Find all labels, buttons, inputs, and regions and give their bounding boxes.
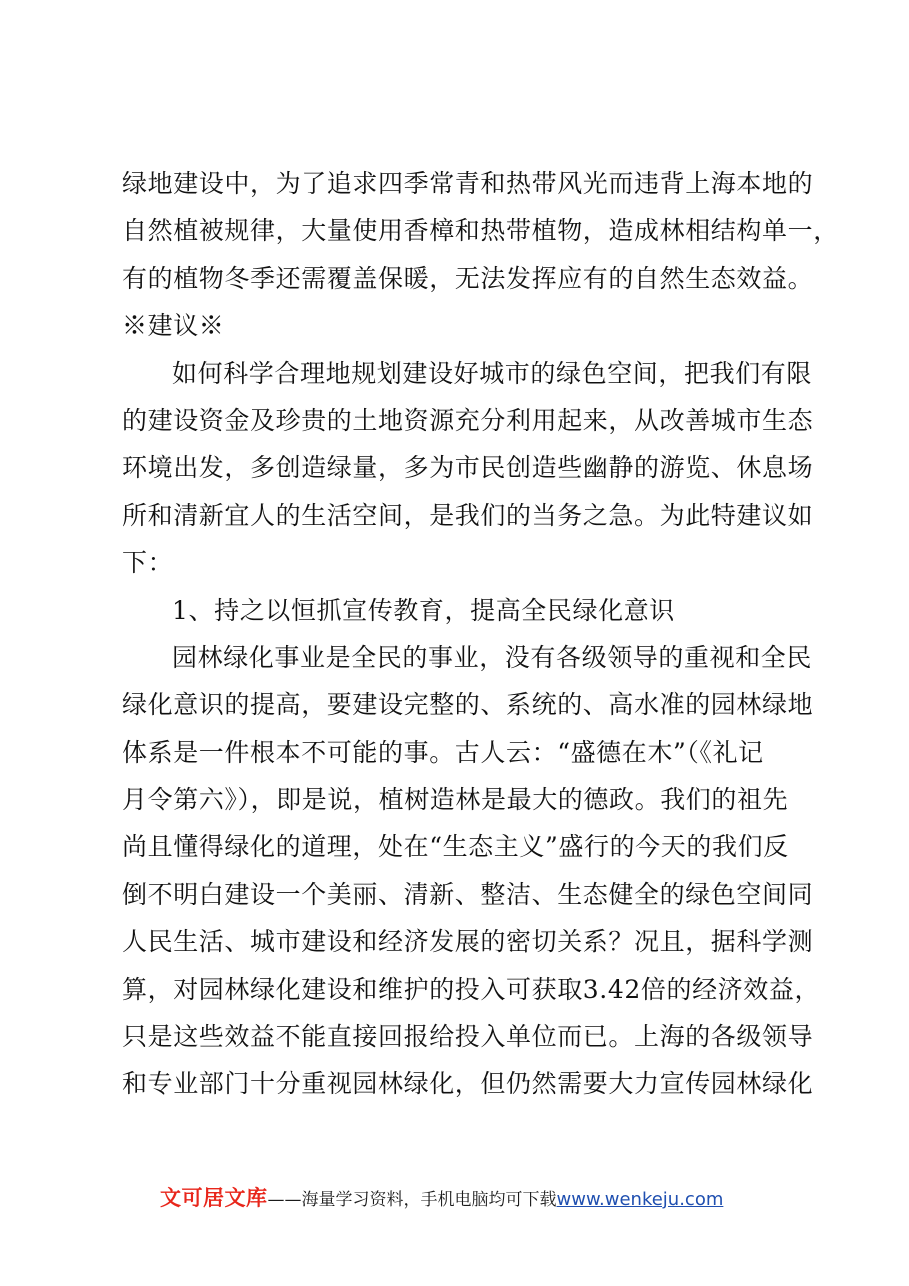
text-line: 园林绿化事业是全民的事业，没有各级领导的重视和全民 xyxy=(172,642,813,672)
section-heading: ※建议※ xyxy=(122,311,225,341)
footer-brand: 文可居文库 xyxy=(160,1186,268,1210)
text-line: 只是这些效益不能直接回报给投入单位而已。上海的各级领导 xyxy=(122,1022,814,1052)
text-line: 月令第六》），即是说，植树造林是最大的德政。我们的祖先 xyxy=(122,785,789,815)
text-line: 和专业部门十分重视园林绿化，但仍然需要大力宣传园林绿化 xyxy=(122,1069,814,1099)
text-line: 体系是一件根本不可能的事。古人云：“盛德在木”（《礼记 xyxy=(122,737,764,767)
text-line: 绿化意识的提高，要建设完整的、系统的、高水准的园林绿地 xyxy=(122,690,814,720)
text-line: 有的植物冬季还需覆盖保暖，无法发挥应有的自然生态效益。 xyxy=(122,263,814,293)
text-line: 尚且懂得绿化的道理，处在“生态主义”盛行的今天的我们反 xyxy=(122,832,789,862)
footer-banner xyxy=(160,1180,723,1216)
text-line: 倒不明白建设一个美丽、清新、整洁、生态健全的绿色空间同 xyxy=(122,879,814,909)
document-body xyxy=(122,160,839,1108)
text-line: 的建设资金及珍贵的土地资源充分利用起来，从改善城市生态 xyxy=(122,405,814,435)
text-line: 下： xyxy=(122,548,174,578)
text-line: 环境出发，多创造绿量，多为市民创造些幽静的游览、休息场 xyxy=(122,453,814,483)
text-line: 算，对园林绿化建设和维护的投入可获取3.42倍的经济效益， xyxy=(122,974,821,1004)
text-line: 自然植被规律，大量使用香樟和热带植物，造成林相结构单一， xyxy=(122,216,839,246)
text-line: 人民生活、城市建设和经济发展的密切关系？况且，据科学测 xyxy=(122,927,814,957)
text-line: 所和清新宜人的生活空间，是我们的当务之急。为此特建议如 xyxy=(122,500,814,530)
text-line: 如何科学合理地规划建设好城市的绿色空间，把我们有限 xyxy=(172,358,813,388)
subheading: 1、持之以恒抓宣传教育，提高全民绿化意识 xyxy=(172,595,675,625)
text-line: 绿地建设中，为了追求四季常青和热带风光而违背上海本地的 xyxy=(122,169,814,198)
footer-site-link[interactable]: www.wenkeju.com xyxy=(556,1189,724,1210)
footer-tagline: ——海量学习资料，手机电脑均可下载 xyxy=(267,1190,557,1210)
